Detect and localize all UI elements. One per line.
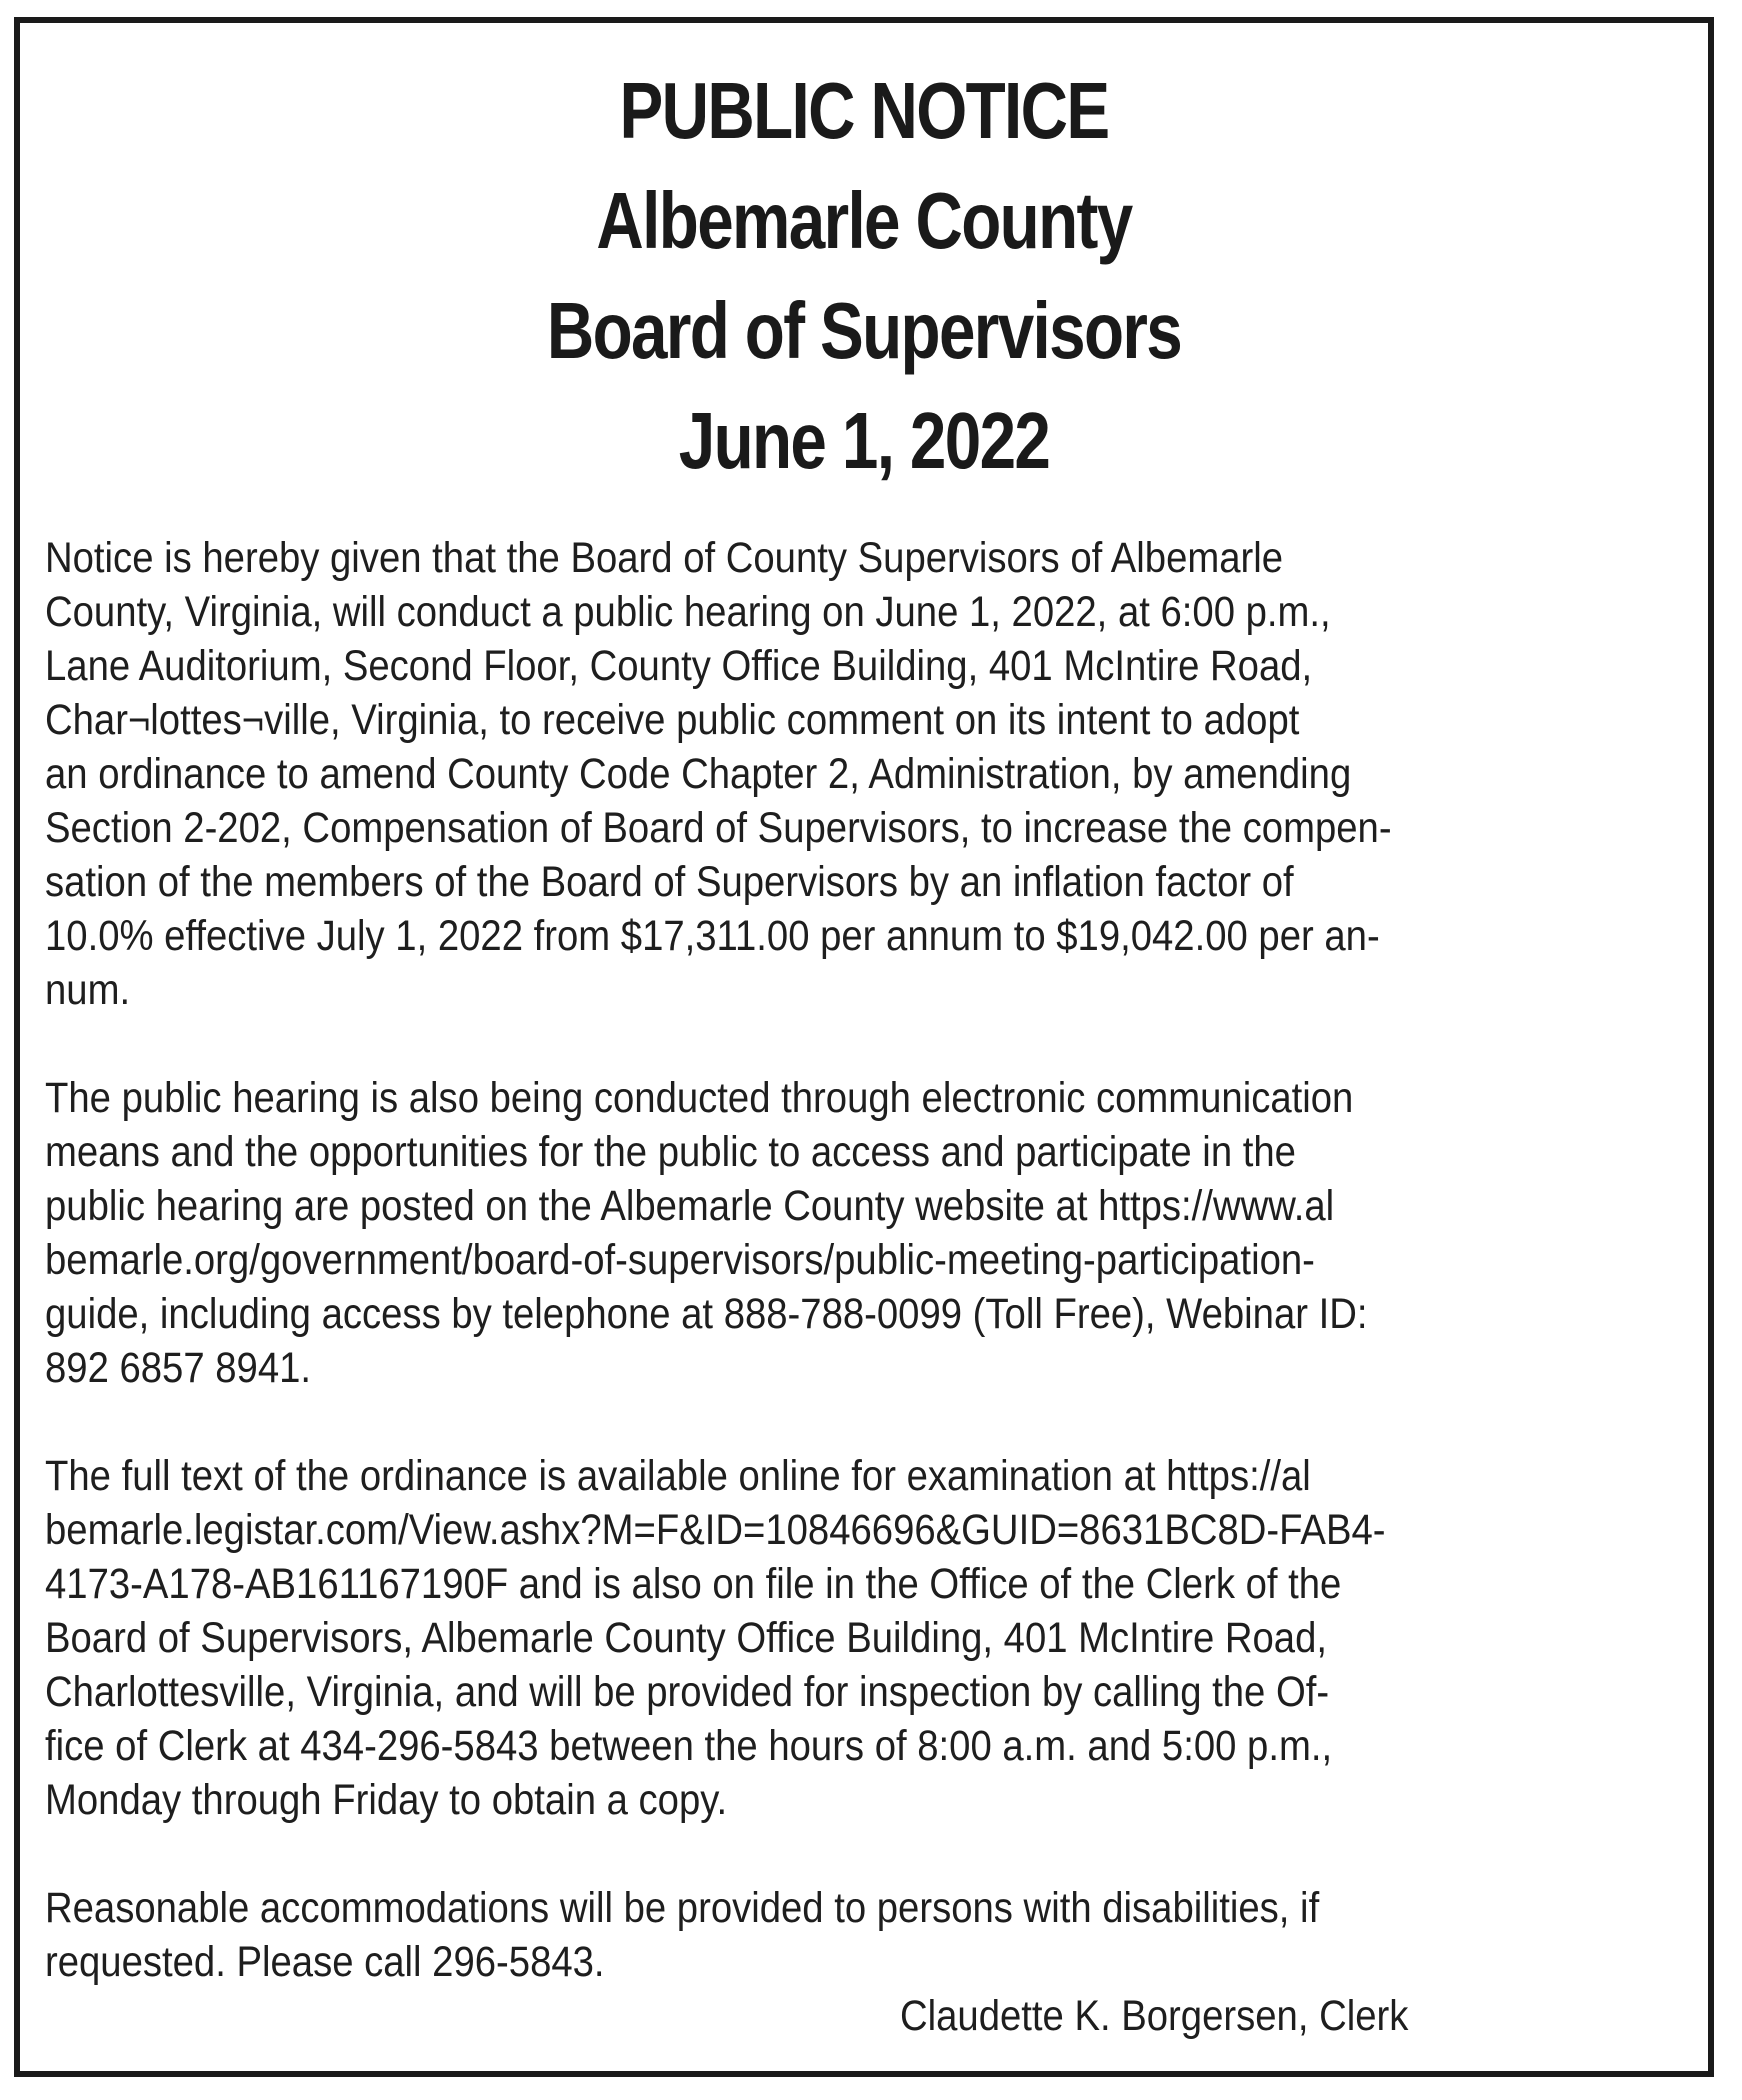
clerk-signature: Claudette K. Borgersen, Clerk [900,1992,1409,2040]
paragraph-line: Section 2-202, Compensation of Board of Supervisors, to increase the compen- [45,804,1392,852]
notice-board: Board of Supervisors [546,286,1182,375]
paragraph-line: requested. Please call 296-5843. [45,1938,605,1986]
paragraph-line: Board of Supervisors, Albemarle County Office Building, 401 McIntire Road, [45,1614,1327,1662]
paragraph-line: Notice is hereby given that the Board of County Supervisors of Albemarle [45,534,1284,582]
public-notice [14,17,1714,2077]
paragraph-line: means and the opportunities for the public to access and participate in the [45,1128,1296,1176]
ordinance-text-paragraph [45,1449,1522,1827]
paragraph-line: sation of the members of the Board of Supervisors by an inflation factor of [45,858,1294,906]
paragraph-line: fice of Clerk at 434-296-5843 between the hours of 8:00 a.m. and 5:00 p.m., [45,1722,1333,1770]
notice-date: June 1, 2022 [678,396,1050,485]
hearing-paragraph [45,531,1522,1017]
paragraph-line: Reasonable accommodations will be provided to persons with disabilities, if [45,1884,1320,1932]
paragraph-line: The public hearing is also being conducted through electronic communication [45,1074,1354,1122]
paragraph-line: Charlottesville, Virginia, and will be provided for inspection by calling the Of- [45,1668,1330,1716]
paragraph-line: num. [45,966,131,1014]
paragraph-line: an ordinance to amend County Code Chapter 2, Administration, by amending [45,750,1352,798]
paragraph-line: bemarle.org/government/board-of-supervisors/public-meeting-participation- [45,1236,1315,1284]
paragraph-line: The full text of the ordinance is available online for examination at https://al [45,1452,1311,1500]
paragraph-line: Lane Auditorium, Second Floor, County Office Building, 401 McIntire Road, [45,642,1313,690]
accommodations-paragraph [45,1881,1522,1989]
paragraph-line: public hearing are posted on the Albemarle County website at https://www.al [45,1182,1335,1230]
notice-county: Albemarle County [596,176,1132,265]
notice-title: PUBLIC NOTICE [619,66,1109,155]
paragraph-line: 4173-A178-AB161167190F and is also on file in the Office of the Clerk of the [45,1560,1342,1608]
paragraph-line: guide, including access by telephone at 888-788-0099 (Toll Free), Webinar ID: [45,1290,1368,1338]
paragraph-line: County, Virginia, will conduct a public hearing on June 1, 2022, at 6:00 p.m., [45,588,1331,636]
paragraph-line: 10.0% effective July 1, 2022 from $17,311.00 per annum to $19,042.00 per an- [45,912,1380,960]
paragraph-line: 892 6857 8941. [45,1344,312,1392]
paragraph-line: Monday through Friday to obtain a copy. [45,1776,728,1824]
paragraph-line: Char¬lottes¬ville, Virginia, to receive public comment on its intent to adopt [45,696,1300,744]
paragraph-line: bemarle.legistar.com/View.ashx?M=F&ID=10846696&GUID=8631BC8D-FAB4- [45,1506,1386,1554]
electronic-participation-paragraph [45,1071,1522,1395]
